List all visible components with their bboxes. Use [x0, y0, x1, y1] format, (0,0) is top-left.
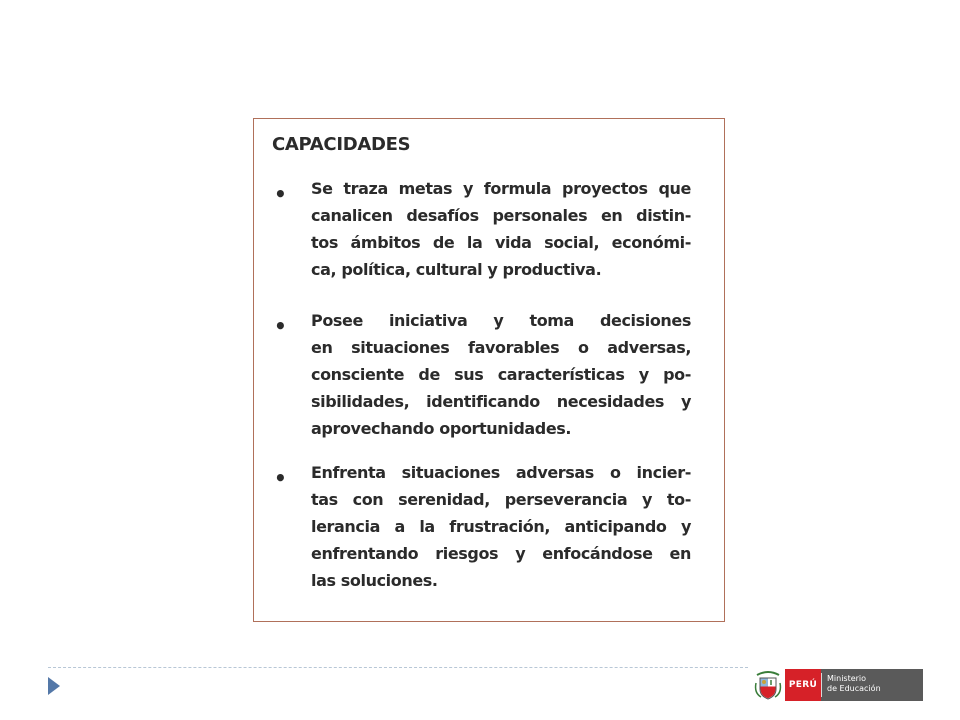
text-line: en situaciones favorables o adversas, — [311, 338, 691, 357]
text-line: canalicen desafíos personales en distin- — [311, 206, 691, 225]
capacidades-box — [253, 118, 725, 622]
text-line: aprovechando oportunidades. — [311, 419, 572, 438]
text-line: tos ámbitos de la vida social, económi- — [311, 233, 691, 252]
box-heading: CAPACIDADES — [272, 134, 411, 155]
ministry-logo — [753, 669, 923, 701]
bullet-icon: • — [274, 466, 287, 490]
bullet-icon: • — [274, 314, 287, 338]
text-line: las soluciones. — [311, 571, 438, 590]
list-item — [311, 307, 691, 442]
text-line: enfrentando riesgos y enfocándose en — [311, 544, 691, 563]
ministry-tag — [821, 669, 923, 701]
list-item — [311, 175, 691, 283]
text-line: tas con serenidad, perseverancia y to- — [311, 490, 691, 509]
text-line: sibilidades, identificando necesidades y — [311, 392, 691, 411]
list-item — [311, 459, 691, 594]
text-line: lerancia a la frustración, anticipando y — [311, 517, 691, 536]
ministry-name-line: de Educación — [827, 684, 881, 693]
country-tag: PERÚ — [785, 669, 821, 701]
play-arrow-icon — [48, 677, 60, 695]
text-line: Enfrenta situaciones adversas o incier- — [311, 463, 691, 482]
logo-separator — [821, 673, 822, 697]
footer-divider — [48, 667, 748, 668]
coat-of-arms-icon — [753, 669, 783, 701]
text-line: ca, política, cultural y productiva. — [311, 260, 602, 279]
text-line: Se traza metas y formula proyectos que — [311, 179, 691, 198]
ministry-name-line: Ministerio — [827, 674, 867, 683]
bullet-icon: • — [274, 182, 287, 206]
text-line: consciente de sus características y po- — [311, 365, 691, 384]
text-line: Posee iniciativa y toma decisiones — [311, 311, 691, 330]
